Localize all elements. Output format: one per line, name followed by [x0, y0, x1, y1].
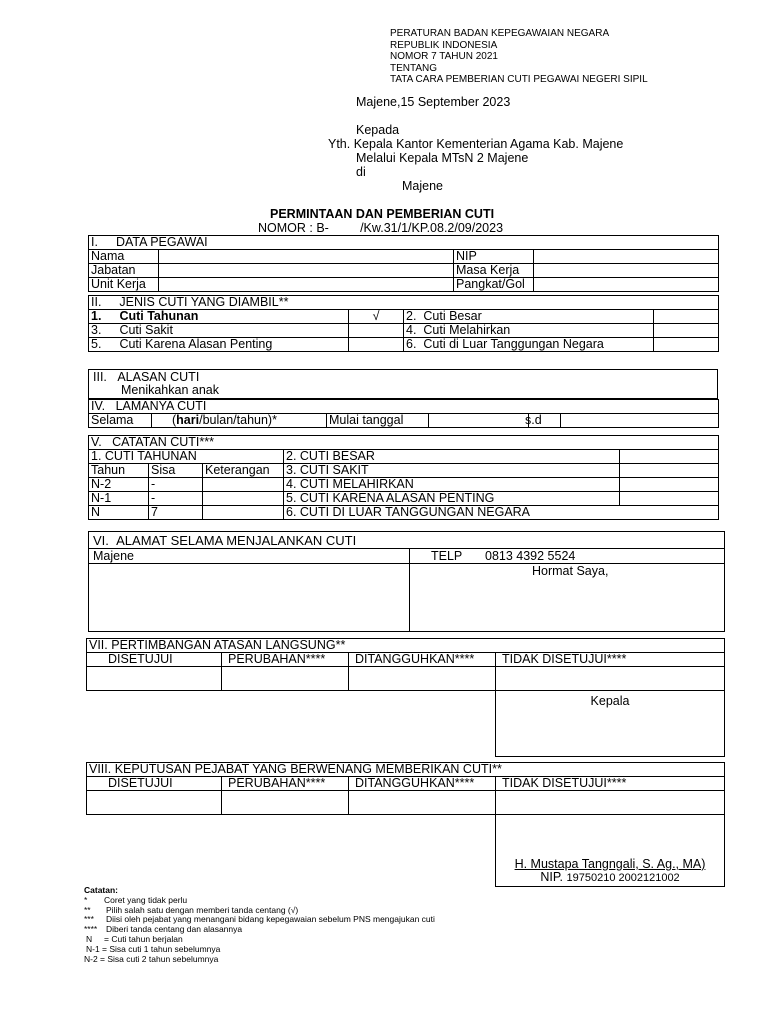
field-address[interactable]: Majene: [93, 549, 134, 563]
record-cuti-alasan-penting: 5. CUTI KARENA ALASAN PENTING: [284, 492, 620, 506]
check-cell[interactable]: [654, 310, 719, 324]
note-line: N = Cuti tahun berjalan: [86, 933, 183, 944]
label-nama: Nama: [89, 250, 159, 264]
regulation-line: TATA CARA PEMBERIAN CUTI PEGAWAI NEGERI SIPIL: [390, 74, 648, 85]
note-line: **** Diberi tanda centang dan alasannya: [84, 924, 243, 935]
leave-type-5: 5. Cuti Karena Alasan Penting: [89, 338, 349, 352]
note-line: *** Diisi oleh pejabat yang menangani bidang kepegawaian sebelum PNS mengajukan cuti: [84, 914, 435, 925]
addressee-kota: Majene: [402, 179, 443, 193]
label-pangkat: Pangkat/Gol: [454, 278, 534, 292]
leave-type-4: 4. Cuti Melahirkan: [404, 324, 654, 338]
form-title: PERMINTAAN DAN PEMBERIAN CUTI: [270, 207, 495, 221]
check-mark[interactable]: √: [349, 310, 404, 324]
section-jenis-cuti: [88, 295, 719, 352]
field-telp[interactable]: 0813 4392 5524: [485, 549, 576, 563]
field-nip[interactable]: [534, 250, 719, 264]
form-number: NOMOR : B- /Kw.31/1/KP.08.2/09/2023: [258, 221, 504, 235]
col-ditangguhkan: DITANGGUHKAN****: [349, 653, 496, 667]
label-sd: s.d: [529, 414, 561, 428]
section-5-header: V. CATATAN CUTI***: [89, 436, 719, 450]
field-masa-kerja[interactable]: [534, 264, 719, 278]
regulation-line: REPUBLIK INDONESIA: [390, 39, 498, 51]
section-7-header: VII. PERTIMBANGAN ATASAN LANGSUNG**: [87, 639, 725, 653]
col-disetujui: DISETUJUI: [87, 777, 222, 791]
leave-reason[interactable]: Menikahkan anak: [121, 383, 219, 397]
leave-type-2: 2. Cuti Besar: [404, 310, 654, 324]
regulation-line: PERATURAN BADAN KEPEGAWAIAN NEGARA: [390, 28, 610, 39]
section-number: II.: [91, 295, 102, 309]
row-sisa[interactable]: -: [149, 478, 203, 492]
field-unit-kerja[interactable]: [159, 278, 454, 292]
label-masa-kerja: Masa Kerja: [454, 264, 534, 278]
record-cell[interactable]: [620, 450, 719, 464]
check-cell[interactable]: [654, 324, 719, 338]
section-4-header: IV. LAMANYA CUTI: [89, 400, 719, 414]
field-duration[interactable]: (hari/bulan/tahun)*: [152, 414, 327, 428]
field-jabatan[interactable]: [159, 264, 454, 278]
record-cell[interactable]: [620, 478, 719, 492]
section-pejabat: [86, 762, 725, 887]
notes: [84, 886, 435, 964]
note-line: ** Pilih salah satu dengan memberi tanda centang (√): [84, 904, 299, 915]
decision-cell[interactable]: [87, 667, 222, 691]
decision-cell[interactable]: [349, 667, 496, 691]
section-alasan-cuti: [88, 369, 718, 399]
label-selama: Selama: [89, 414, 152, 428]
addressee-yth: Yth. Kepala Kantor Kementerian Agama Kab. Majene: [328, 137, 624, 151]
record-cuti-melahirkan: 4. CUTI MELAHIRKAN: [284, 478, 620, 492]
section-title: JENIS CUTI YANG DIAMBIL**: [119, 295, 289, 309]
header-tahun: Tahun: [89, 464, 149, 478]
row-keterangan[interactable]: [203, 478, 284, 492]
record-cell[interactable]: [620, 492, 719, 506]
closing-hormat: Hormat Saya,: [532, 564, 609, 578]
row-tahun: N-1: [89, 492, 149, 506]
leave-type-1: 1. Cuti Tahunan: [89, 310, 349, 324]
signer-block: [496, 815, 725, 887]
label-mulai-tanggal: Mulai tanggal: [327, 414, 429, 428]
label-telp: TELP: [431, 549, 463, 563]
field-pangkat[interactable]: [534, 278, 719, 292]
col-perubahan: PERUBAHAN****: [222, 653, 349, 667]
label-unit-kerja: Unit Kerja: [89, 278, 159, 292]
field-nama[interactable]: [159, 250, 454, 264]
col-disetujui: DISETUJUI: [87, 653, 222, 667]
col-tidak-disetujui: TIDAK DISETUJUI****: [496, 653, 725, 667]
section-2-header: [89, 296, 719, 310]
row-sisa[interactable]: 7: [149, 506, 203, 520]
leave-type-6: 6. Cuti di Luar Tanggungan Negara: [404, 338, 654, 352]
section-6-header: VI. ALAMAT SELAMA MENJALANKAN CUTI: [93, 533, 357, 548]
header-keterangan: Keterangan: [203, 464, 284, 478]
row-tahun: N: [89, 506, 149, 520]
signer-nip: NIP. 19750210 2002121002: [540, 870, 680, 884]
decision-cell[interactable]: [349, 791, 496, 815]
section-title: DATA PEGAWAI: [115, 235, 208, 249]
section-3-header: III. ALASAN CUTI: [93, 370, 200, 384]
decision-cell[interactable]: [496, 791, 725, 815]
decision-cell[interactable]: [222, 667, 349, 691]
row-keterangan[interactable]: [203, 492, 284, 506]
cuti-tahunan-label: 1. CUTI TAHUNAN: [89, 450, 284, 464]
row-sisa[interactable]: -: [149, 492, 203, 506]
check-cell[interactable]: [349, 324, 404, 338]
record-cuti-besar: 2. CUTI BESAR: [284, 450, 620, 464]
addressee-di: di: [356, 165, 366, 179]
row-keterangan[interactable]: [203, 506, 284, 520]
decision-cell[interactable]: [87, 791, 222, 815]
note-line: N-2 = Sisa cuti 2 tahun sebelumnya: [84, 953, 219, 964]
header-sisa: Sisa: [149, 464, 203, 478]
col-ditangguhkan: DITANGGUHKAN****: [349, 777, 496, 791]
note-line: * Coret yang tidak perlu: [84, 894, 188, 905]
check-cell[interactable]: [349, 338, 404, 352]
record-cell[interactable]: [620, 464, 719, 478]
col-tidak-disetujui: TIDAK DISETUJUI****: [496, 777, 725, 791]
col-perubahan: PERUBAHAN****: [222, 777, 349, 791]
addressee-melalui: Melalui Kepala MTsN 2 Majene: [356, 151, 529, 165]
section-lamanya-cuti: [88, 399, 719, 428]
section-catatan-cuti: [88, 435, 719, 520]
record-cuti-luar-tanggungan: 6. CUTI DI LUAR TANGGUNGAN NEGARA: [284, 506, 719, 520]
row-tahun: N-2: [89, 478, 149, 492]
section-alamat: [88, 531, 725, 632]
note-line: N-1 = Sisa cuti 1 tahun sebelumnya: [86, 943, 221, 954]
place-date: Majene,15 September 2023: [356, 95, 511, 109]
field-end-date[interactable]: [561, 414, 719, 428]
section-atasan: [86, 638, 725, 757]
regulation-line: NOMOR 7 TAHUN 2021: [390, 51, 498, 62]
section-number: I.: [91, 235, 98, 249]
regulation-line: TENTANG: [390, 62, 438, 74]
decision-cell[interactable]: [222, 791, 349, 815]
section-data-pegawai: [88, 235, 719, 292]
decision-cell[interactable]: [496, 667, 725, 691]
signer-kepala: Kepala: [496, 691, 725, 757]
regulation-header: [390, 28, 648, 86]
check-cell[interactable]: [654, 338, 719, 352]
label-nip: NIP: [454, 250, 534, 264]
notes-title: Catatan:: [84, 885, 119, 895]
addressee-kepada: Kepada: [356, 123, 400, 137]
label-jabatan: Jabatan: [89, 264, 159, 278]
record-cuti-sakit: 3. CUTI SAKIT: [284, 464, 620, 478]
field-start-date[interactable]: [429, 414, 529, 428]
leave-type-3: 3. Cuti Sakit: [89, 324, 349, 338]
section-8-header: VIII. KEPUTUSAN PEJABAT YANG BERWENANG MEMBERIKAN CUTI**: [87, 763, 725, 777]
signer-name: H. Mustapa Tangngali, S. Ag., MA): [514, 857, 706, 871]
section-1-header: [89, 236, 719, 250]
